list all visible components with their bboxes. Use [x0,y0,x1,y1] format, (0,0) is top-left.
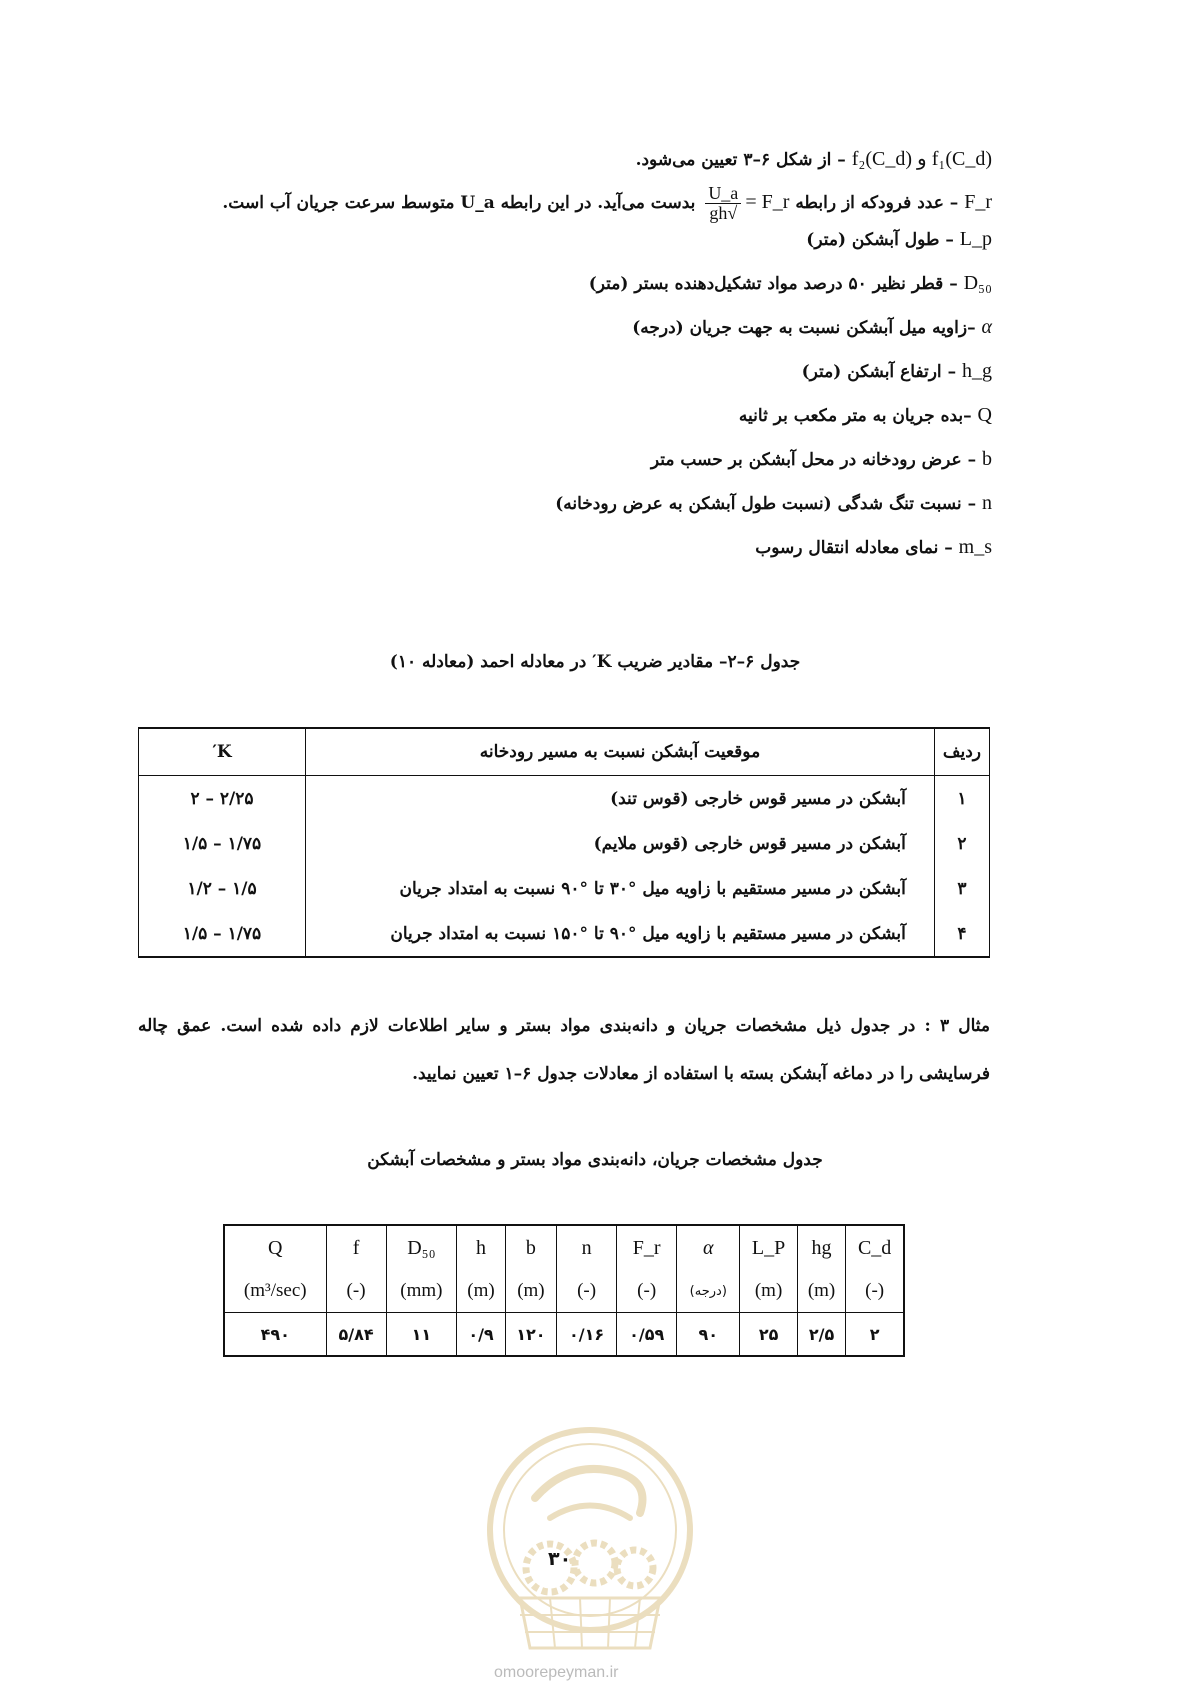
column-name: L_P [740,1225,797,1270]
row-number: ۱ [934,776,989,822]
flow-data-table [223,1224,905,1357]
header-row-number: ردیف [934,728,989,776]
column-unit: (m) [457,1270,506,1313]
table-header-row [224,1225,904,1270]
header-k: K′ [139,728,306,776]
row-number: ۲ [934,821,989,866]
definition-symbol: h_g [962,360,992,382]
definition-symbol: L_p [959,228,992,250]
column-name: n [557,1225,617,1270]
column-value: ۰/۵۹ [617,1313,677,1357]
column-name: D₅₀ [386,1225,457,1270]
formula-lhs: F_r = [745,190,790,213]
table1-caption: جدول ۶–۲– مقادیر ضریب K′ در معادله احمد (معادله ۱۰) [389,652,801,672]
example-paragraph: مثال ۳ : در جدول ذیل مشخصات جریان و دانه‌بندی مواد بستر و سایر اطلاعات لازم داده شده است. عمق چاله فرسایشی را در دماغه آبشکن بسته با استفاده از معادلات جدول ۶–۱ تعیین نمایید. [138,1016,990,1084]
definition-ms [755,536,992,559]
row-description: آبشکن در مسیر مستقیم با زاویه میل °۹۰ تا °۱۵۰ نسبت به امتداد جریان [306,911,935,957]
column-unit: (-) [326,1270,386,1313]
column-name: F_r [617,1225,677,1270]
table-header-row [139,728,990,776]
row-number: ۴ [934,911,989,957]
column-unit: (درجه) [677,1270,740,1313]
column-unit: (-) [557,1270,617,1313]
definition-symbol: D₅₀ [963,272,992,294]
column-unit: (mm) [386,1270,457,1313]
definition-text: – نسبت تنگ شدگی (نسبت طول آبشکن به عرض رودخانه) [555,494,982,514]
definition-text: –بده جریان به متر مکعب بر ثانیه [738,406,978,426]
definition-symbol: m_s [958,536,992,558]
fraction-denominator: √gh [709,202,738,223]
definition-text: – نمای معادله انتقال رسوب [755,538,959,558]
column-unit: (m) [505,1270,556,1313]
column-unit: (m³/sec) [224,1270,326,1313]
column-unit: (-) [617,1270,677,1313]
row-k-value: ۱/۲ – ۱/۵ [139,866,306,911]
table-row [139,776,990,822]
column-value: ۲ [846,1313,904,1357]
column-name: Q [224,1225,326,1270]
row-k-value: ۱/۵ – ۱/۷۵ [139,821,306,866]
column-value: ۴۹۰ [224,1313,326,1357]
row-k-value: ۱/۵ – ۱/۷۵ [139,911,306,957]
definition-text: – عدد فرودکه از رابطه [795,192,965,213]
definition-symbol: α [981,316,992,338]
header-description: موقعیت آبشکن نسبت به مسیر رودخانه [306,728,935,776]
row-number: ۳ [934,866,989,911]
column-unit: (m) [797,1270,846,1313]
column-name: C_d [846,1225,904,1270]
definition-hg [802,360,992,383]
definition-symbol: f₁(C_d) و f₂(C_d) [851,148,992,170]
definition-lp [806,228,992,251]
column-name: f [326,1225,386,1270]
definition-q [739,404,992,427]
definition-n [555,492,992,515]
table-row [139,911,990,957]
table-row [139,821,990,866]
column-value: ۹۰ [677,1313,740,1357]
definition-text: – قطر نظیر ۵۰ درصد مواد تشکیل‌دهنده بستر (متر) [588,274,964,294]
table2-caption: جدول مشخصات جریان، دانه‌بندی مواد بستر و مشخصات آبشکن [367,1150,823,1170]
definition-symbol: Q [977,404,992,426]
definition-symbol: b [982,448,992,470]
column-unit: (-) [846,1270,904,1313]
k-coefficient-table [138,727,990,958]
definition-text: – عرض رودخانه در محل آبشکن بر حسب متر [650,450,982,470]
column-value: ۵/۸۴ [326,1313,386,1357]
froude-fraction [705,184,741,223]
column-name: hg [797,1225,846,1270]
definition-froude [222,184,992,223]
column-name: α [677,1225,740,1270]
page-number: ۳۰ [548,1548,572,1570]
definition-text: –زاویه میل آبشکن نسبت به جهت جریان (درجه) [632,318,982,338]
column-value: ۱۲۰ [505,1313,556,1357]
definition-symbol: n [982,492,992,514]
definition-text: – ارتفاع آبشکن (متر) [801,362,962,382]
column-name: h [457,1225,506,1270]
fraction-numerator: U_a [705,184,741,204]
row-k-value: ۲ – ۲/۲۵ [139,776,306,822]
column-value: ۲/۵ [797,1313,846,1357]
definition-text: – از شکل ۶–۳ تعیین می‌شود. [635,150,852,170]
definition-alpha [632,316,992,339]
definition-b [651,448,992,471]
column-value: ۰/۹ [457,1313,506,1357]
column-name: b [505,1225,556,1270]
column-value: ۲۵ [740,1313,797,1357]
publisher-seal-watermark [480,1418,700,1668]
definition-d50 [589,272,992,295]
column-value: ۰/۱۶ [557,1313,617,1357]
row-description: آبشکن در مسیر مستقیم با زاویه میل °۳۰ تا °۹۰ نسبت به امتداد جریان [306,866,935,911]
definition-tail: بدست می‌آید. در این رابطه U_a متوسط سرعت جریان آب است. [222,192,696,213]
definition-symbol: F_r [964,190,992,213]
column-unit: (m) [740,1270,797,1313]
watermark-site: omoorepeyman.ir [494,1664,619,1681]
definition-f-cd [636,146,992,171]
table-value-row [224,1313,904,1357]
column-value: ۱۱ [386,1313,457,1357]
definition-text: – طول آبشکن (متر) [806,230,960,250]
table-unit-row [224,1270,904,1313]
table-row [139,866,990,911]
row-description: آبشکن در مسیر قوس خارجی (قوس تند) [306,776,935,822]
row-description: آبشکن در مسیر قوس خارجی (قوس ملایم) [306,821,935,866]
